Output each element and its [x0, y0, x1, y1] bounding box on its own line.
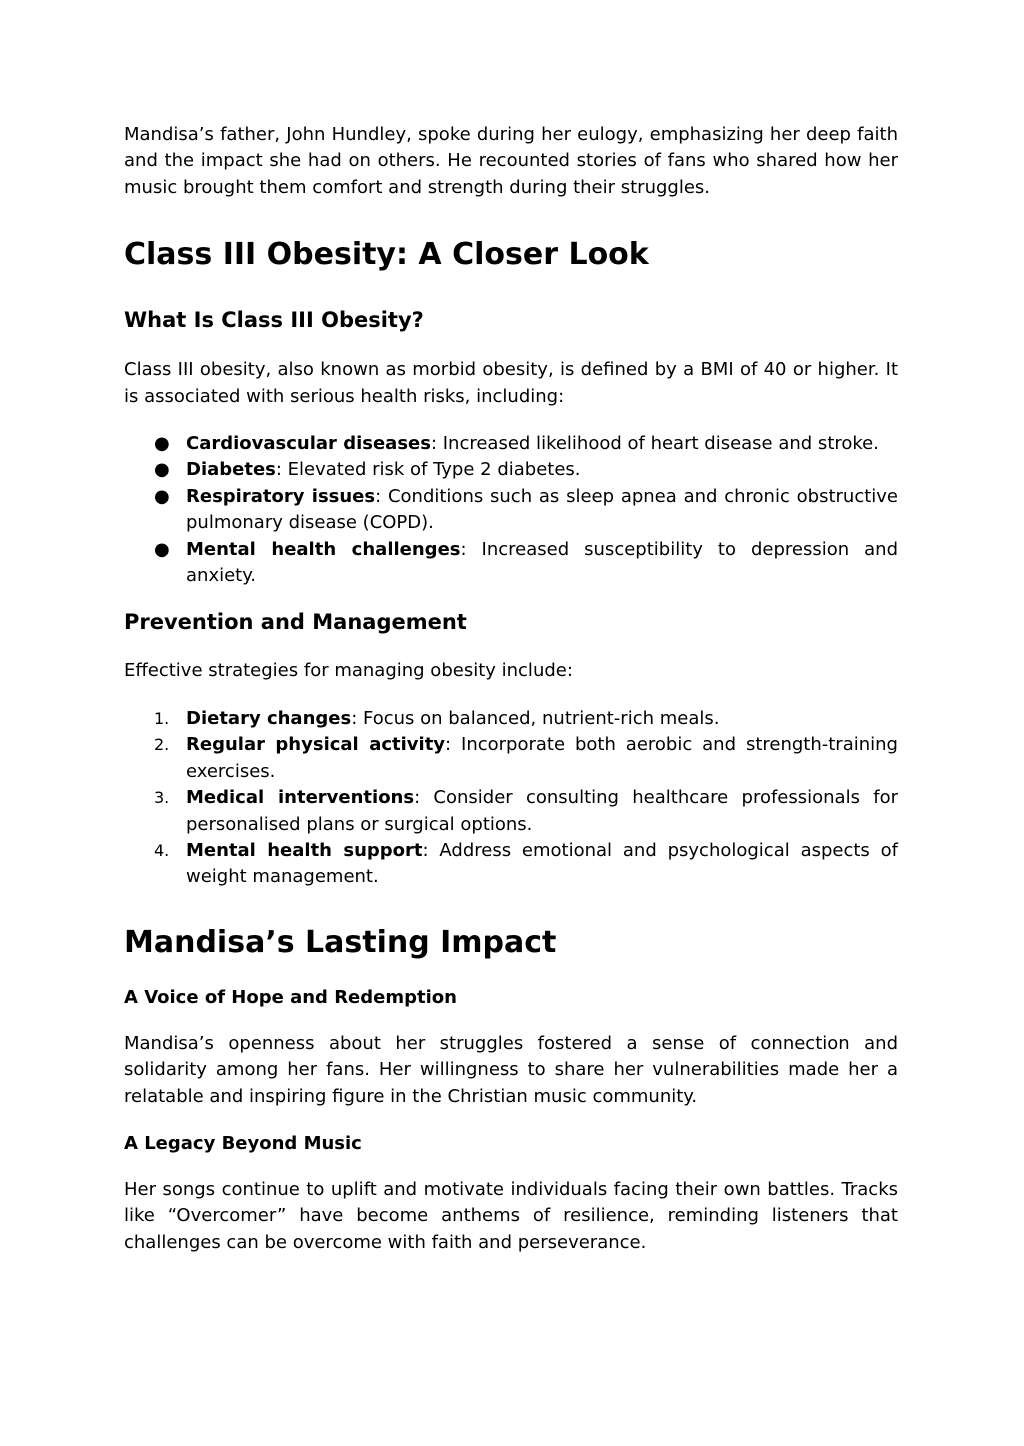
list-item: [124, 785, 898, 838]
list-item-text: : Conditions such as sleep apnea and chronic obstructive pulmonary disease (COPD).: [186, 485, 898, 534]
list-item-text: : Increased susceptibility to depression and anxiety.: [186, 538, 898, 587]
number-marker: 1.: [154, 708, 170, 728]
strategies-list: [124, 706, 898, 891]
list-item: [124, 431, 898, 457]
list-item: [124, 537, 898, 590]
list-item: [124, 484, 898, 537]
list-item-term: Respiratory issues: [186, 485, 376, 507]
list-item-text: : Address emotional and psychological aspects of weight management.: [186, 839, 898, 888]
list-item: [124, 838, 898, 891]
bullet-marker: ●: [154, 538, 170, 560]
paragraph-legacy: Her songs continue to uplift and motivate individuals facing their own battles. Tracks like “Overcomer” have become anthems of resilience, reminding listeners that challenges can be overcome with faith and perseverance.: [124, 1178, 898, 1253]
list-item-text: : Increased likelihood of heart disease and stroke.: [430, 433, 879, 455]
intro-paragraph: Mandisa’s father, John Hundley, spoke during her eulogy, emphasizing her deep faith and the impact she had on others. He recounted stories of fans who shared how her music brought them comfort and strength during their struggles.: [124, 124, 898, 198]
list-item: [124, 706, 898, 732]
list-item-term: Cardiovascular diseases: [186, 433, 431, 455]
list-item-text: : Elevated risk of Type 2 diabetes.: [275, 459, 581, 481]
bullet-marker: ●: [154, 459, 170, 481]
list-item-text: : Consider consulting healthcare professionals for personalised plans or surgical options.: [186, 787, 898, 835]
subheading-legacy: A Legacy Beyond Music: [124, 1132, 362, 1154]
paragraph-class-iii-definition: Class III obesity, also known as morbid obesity, is defined by a BMI of 40 or higher. It is associated with serious health risks, including:: [124, 359, 898, 407]
number-marker: 2.: [154, 735, 170, 755]
paragraph-strategies-intro: Effective strategies for managing obesity include:: [124, 660, 573, 682]
list-item-term: Dietary changes: [186, 707, 352, 729]
subheading-voice-of-hope: A Voice of Hope and Redemption: [124, 986, 457, 1008]
section-heading-obesity: Class III Obesity: A Closer Look: [124, 237, 649, 273]
number-marker: 4.: [154, 840, 170, 860]
list-item: [124, 457, 898, 483]
number-marker: 3.: [154, 788, 170, 808]
list-item-term: Mental health support: [186, 839, 423, 861]
list-item-text: : Incorporate both aerobic and strength-training exercises.: [186, 734, 898, 782]
section-heading-impact: Mandisa’s Lasting Impact: [124, 924, 557, 960]
list-item-text: : Focus on balanced, nutrient-rich meals.: [351, 707, 720, 729]
list-item: [124, 732, 898, 785]
subheading-prevention: Prevention and Management: [124, 610, 467, 635]
bullet-marker: ●: [154, 485, 170, 507]
list-item-term: Regular physical activity: [186, 734, 446, 756]
subheading-what-is-class-iii: What Is Class III Obesity?: [124, 308, 424, 333]
bullet-marker: ●: [154, 433, 170, 455]
document-page: [124, 122, 898, 1256]
paragraph-voice-of-hope: Mandisa’s openness about her struggles fostered a sense of connection and solidarity among her fans. Her willingness to share her vulnerabilities made her a relatable and inspiring figure in the Christian music community.: [124, 1032, 898, 1107]
health-risks-list: [124, 431, 898, 589]
list-item-term: Diabetes: [186, 459, 276, 481]
list-item-term: Medical interventions: [186, 787, 415, 809]
list-item-term: Mental health challenges: [186, 538, 461, 560]
